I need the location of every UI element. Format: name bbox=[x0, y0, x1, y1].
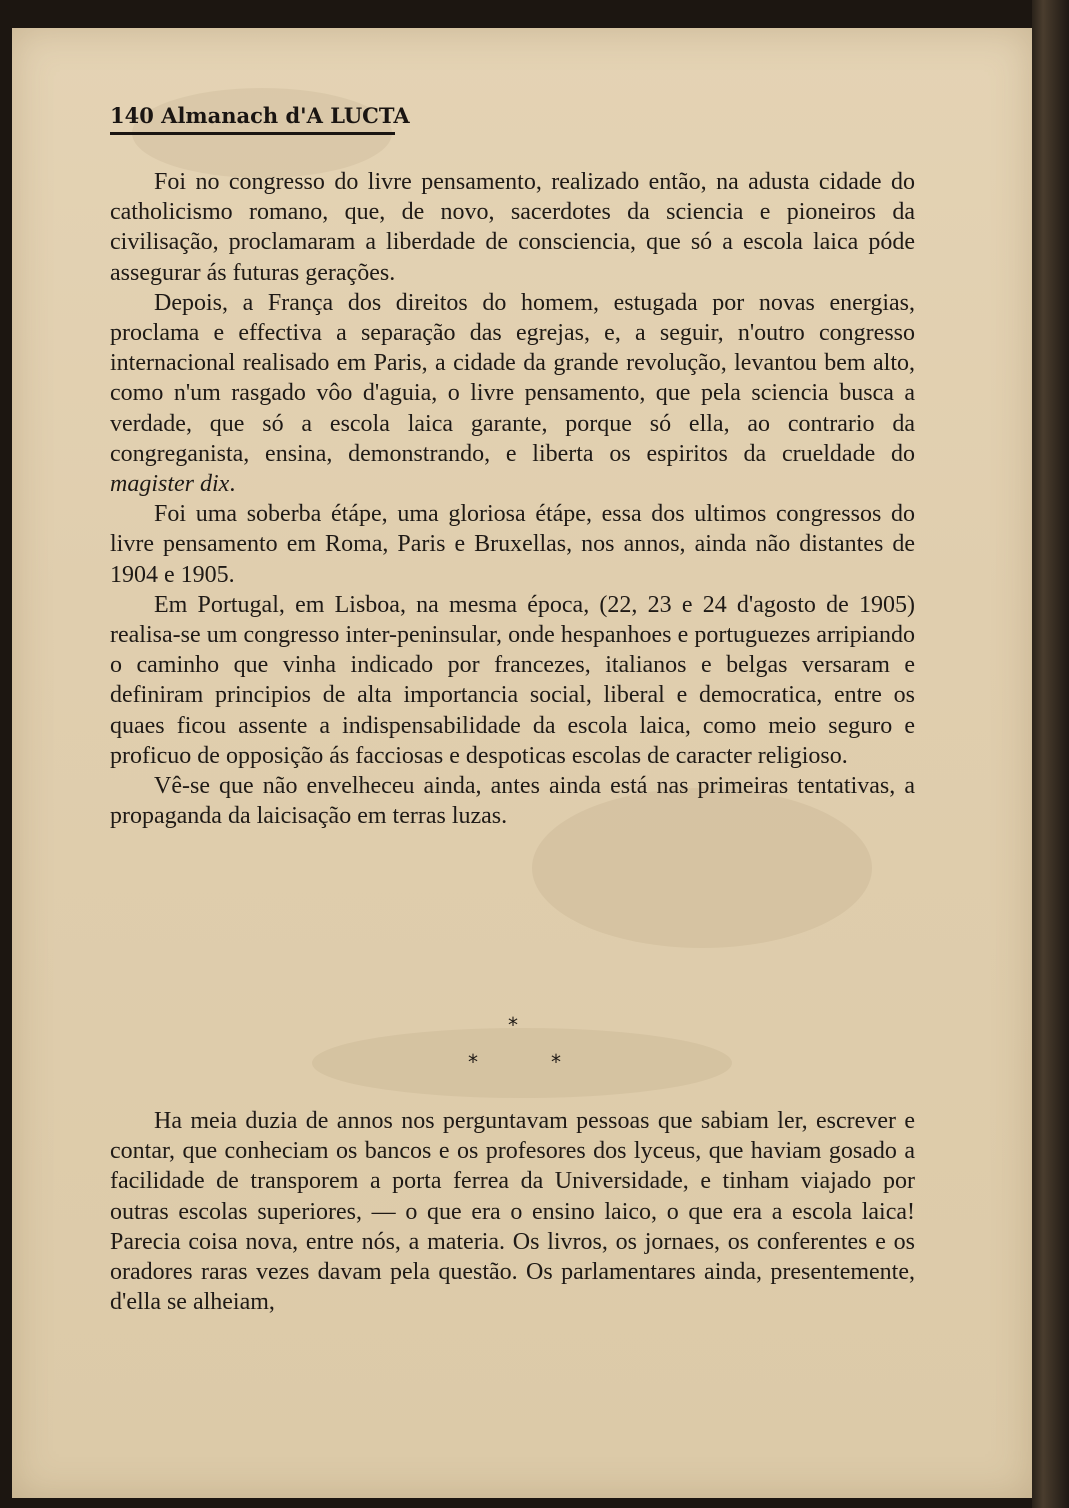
paragraph: Foi no congresso do livre pensamento, realizado então, na adusta cidade do catholicismo romano, que, de novo, sacerdotes da sciencia e pioneiros da civilisação, proclamaram a liberdade de consciencia, que só a escola laica póde assegurar ás futuras gerações. bbox=[110, 169, 915, 286]
paper-stain bbox=[312, 1028, 732, 1098]
paragraph: Foi uma soberba étápe, uma gloriosa étápe, essa dos ultimos congressos do livre pensamento em Roma, Paris e Bruxellas, nos annos, ainda não distantes de 1904 e 1905. bbox=[110, 501, 915, 588]
paragraph: Ha meia duzia de annos nos perguntavam pessoas que sabiam ler, escrever e contar, que conheciam os bancos e os profesores dos lyceus, que haviam gosado a facilidade de transporem a porta ferrea da Universidade, e tinham viajado por outras escolas superiores, — o que era o ensino laico, o que era a escola laica! Parecia coisa nova, entre nós, a materia. Os livros, os jornaes, os conferentes e os oradores raras vezes davam pela questão. Os parlamentares ainda, presentemente, d'ella se alheiam, bbox=[110, 1108, 915, 1316]
section-separator-asterisk: * bbox=[551, 1050, 561, 1074]
paragraph: Em Portugal, em Lisboa, na mesma época, (22, 23 e 24 d'agosto de 1905) realisa-se um congresso inter-peninsular, onde hespanhoes e portuguezes arripiando o caminho que vinha indicado por francezes, italianos e belgas versaram e definiram principios de alta importancia social, liberal e democratica, entre os quaes ficou assente a indispensabilidade da escola laica, como meio seguro e proficuo de opposição ás facciosas e despoticas escolas de caracter religioso. bbox=[110, 591, 915, 769]
paragraph: Vê-se que não envelheceu ainda, antes ainda está nas primeiras tentativas, a propaganda da laicisação em terras luzas. bbox=[110, 773, 915, 830]
running-header: 140 Almanach d'A LUCTA bbox=[110, 103, 410, 128]
header-underline bbox=[110, 132, 395, 135]
article-part-1 bbox=[110, 167, 915, 831]
paragraph bbox=[110, 288, 915, 499]
book-spine-edge bbox=[1032, 0, 1069, 1508]
latin-phrase: magister dix bbox=[110, 471, 230, 498]
section-separator-asterisk: * bbox=[468, 1050, 478, 1074]
article-part-2 bbox=[110, 1106, 915, 1317]
paragraph-text: Depois, a França dos direitos do homem, estugada por novas energias, proclama e effectiva a separação das egrejas, e, a seguir, n'outro congresso internacional realisado em Paris, a cidade da grande revolução, levantou bem alto, como n'um rasgado vôo d'aguia, o livre pensamento, que pela sciencia busca a verdade, que só a escola laica garante, porque só ella, ao contrario da congreganista, ensina, demonstrando, e liberta os espiritos da crueldade do magister dix. bbox=[110, 289, 915, 498]
section-separator-asterisk: * bbox=[508, 1013, 518, 1037]
